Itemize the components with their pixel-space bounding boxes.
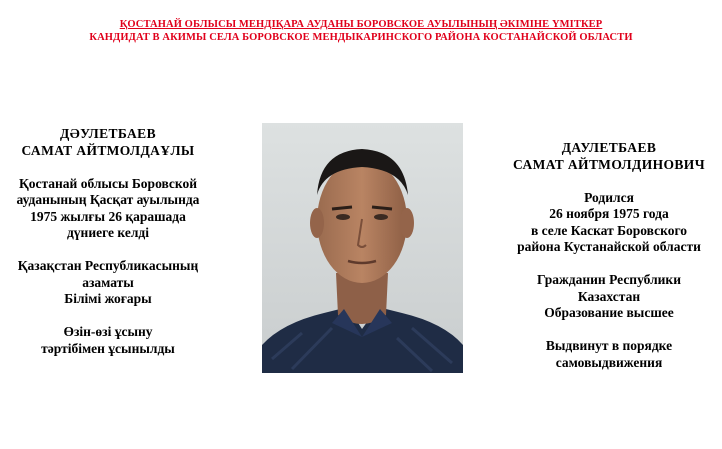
candidate-info-russian xyxy=(496,140,722,371)
citizenship-line: азаматы xyxy=(82,274,134,290)
bio-line: Родился xyxy=(584,189,634,205)
bio-line: Қостанай облысы Боровской xyxy=(18,175,198,191)
bio-line: в селе Каскат Боровского xyxy=(530,222,688,238)
citizenship-line: Қазақстан Республикасының xyxy=(17,258,199,273)
candidate-surname: ДАУЛЕТБАЕВ xyxy=(561,140,657,155)
nomination-line: самовыдвижения xyxy=(555,354,663,370)
candidate-given-name: САМАТ АЙТМОЛДАҰЛЫ xyxy=(21,142,195,158)
nomination-line: Выдвинут в порядке xyxy=(545,338,673,353)
citizenship-line: Казахстан xyxy=(577,288,641,304)
candidate-photo xyxy=(262,123,463,373)
bio-line: дүниеге келді xyxy=(66,225,150,240)
page-header xyxy=(0,18,722,44)
candidate-given-name: САМАТ АЙТМОЛДИНОВИЧ xyxy=(512,156,706,172)
bio-line: ауданының Қасқат ауылында xyxy=(16,192,200,207)
bio-line: района Кустанайской области xyxy=(517,239,701,254)
education-line: Образование высшее xyxy=(544,305,674,320)
candidate-surname: ДӘУЛЕТБАЕВ xyxy=(60,126,156,141)
citizenship-line: Гражданин Республики xyxy=(537,272,681,287)
bio-line: 1975 жылғы 26 қарашада xyxy=(30,208,186,224)
bio-line: 26 ноября 1975 года xyxy=(549,206,669,221)
header-russian-title: КАНДИДАТ В АКИМЫ СЕЛА БОРОВСКОЕ МЕНДЫКАРИНСКОГО РАЙОНА КОСТАНАЙСКОЙ ОБЛАСТИ xyxy=(89,32,633,43)
header-kazakh-title: ҚОСТАНАЙ ОБЛЫСЫ МЕНДІҚАРА АУДАНЫ БОРОВСКОЕ АУЫЛЫНЫҢ ӘКІМІНЕ ҮМІТКЕР xyxy=(119,19,603,30)
nomination-line: тәртібімен ұсынылды xyxy=(41,340,175,356)
education-line: Білімі жоғары xyxy=(64,291,152,306)
candidate-info-kazakh xyxy=(0,126,216,357)
nomination-line: Өзін-өзі ұсыну xyxy=(63,324,153,339)
